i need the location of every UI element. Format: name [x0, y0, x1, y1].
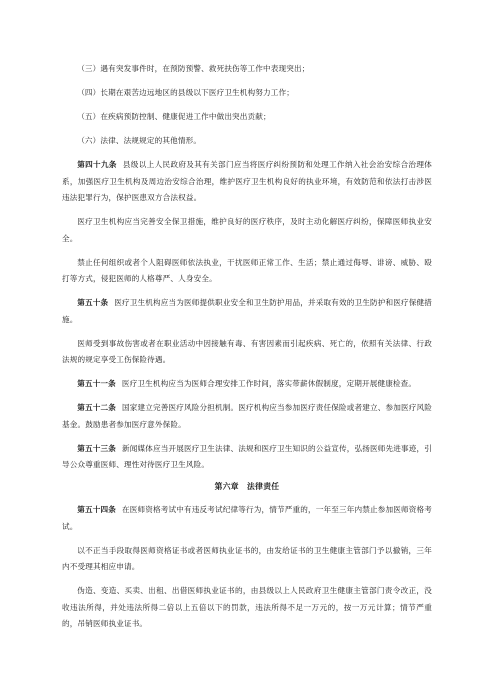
article-52-text: 国家建立完善医疗风险分担机制。医疗机构应当参加医疗责任保险或者建立、参加医疗风险基金。鼓励患者参加医疗意外保险。 — [62, 403, 433, 429]
item-4: （四）长期在艰苦边远地区的县级以下医疗卫生机构努力工作； — [77, 88, 295, 97]
article-49-paragraph-2: 医疗卫生机构应当完善安全保卫措施，维护良好的医疗秩序，及时主动化解医疗纠纷，保障医师执业安全。 — [62, 217, 432, 243]
article-49-paragraph-3: 禁止任何组织或者个人阻碍医师依法执业，干扰医师正常工作、生活；禁止通过侮辱、诽谤、威胁、殴打等方式，侵犯医师的人格尊严、人身安全。 — [62, 257, 432, 283]
article-53-paragraph-1 — [62, 441, 432, 474]
article-49-text: 县级以上人民政府及其有关部门应当将医疗纠纷预防和处理工作纳入社会治安综合治理体系，加强医疗卫生机构及周边治安综合治理，维护医疗卫生机构良好的执业环境，有效防范和依法打击涉医违法犯罪行为，保护医患双方合法权益。 — [62, 160, 432, 202]
article-54-paragraph-1 — [62, 502, 432, 535]
article-50-text: 医疗卫生机构应当为医师提供职业安全和卫生防护用品，并采取有效的卫生防护和医疗保健措施。 — [62, 298, 432, 324]
article-51-text: 医疗卫生机构应当为医师合理安排工作时间，落实带薪休假制度，定期开展健康检查。 — [121, 379, 417, 388]
article-50-paragraph-2: 医师受到事故伤害或者在职业活动中因接触有毒、有害因素而引起疾病、死亡的，依照有关法律、行政法规的规定享受工伤保险待遇。 — [62, 338, 432, 364]
article-49-paragraph-1 — [62, 157, 432, 207]
article-54-paragraph-2: 以不正当手段取得医师资格证书或者医师执业证书的，由发给证书的卫生健康主管部门予以撤销，三年内不受理其相应申请。 — [62, 545, 432, 571]
article-50-paragraph-1 — [62, 295, 432, 328]
article-54-number: 第五十四条 — [77, 505, 116, 514]
article-51-number: 第五十一条 — [77, 379, 116, 388]
article-52-paragraph-1 — [62, 400, 432, 433]
article-54-paragraph-3: 伪造、变造、买卖、出租、出借医师执业证书的，由县级以上人民政府卫生健康主管部门责令改正，没收违法所得，并处违法所得二倍以上五倍以下的罚款，违法所得不足一万元的，按一万元计算；情节严重的，吊销医师执业证书。 — [62, 586, 432, 628]
item-3: （三）遇有突发事件时，在预防预警、救死扶伤等工作中表现突出； — [77, 64, 310, 73]
article-53-text: 新闻媒体应当开展医疗卫生法律、法规和医疗卫生知识的公益宣传，弘扬医师先进事迹，引导公众尊重医师、理性对待医疗卫生风险。 — [62, 443, 433, 469]
item-5: （五）在疾病预防控制、健康促进工作中做出突出贡献； — [77, 112, 271, 121]
chapter-heading: 第六章 法律责任 — [214, 482, 280, 491]
article-51-paragraph-1 — [62, 376, 432, 393]
article-54-text: 在医师资格考试中有违反考试纪律等行为，情节严重的，一年至三年内禁止参加医师资格考试。 — [62, 505, 433, 531]
article-53-number: 第五十三条 — [77, 443, 116, 453]
article-49-number: 第四十九条 — [77, 160, 117, 169]
article-50-number: 第五十条 — [77, 298, 109, 307]
article-52-number: 第五十二条 — [77, 403, 116, 412]
item-6: （六）法律、法规规定的其他情形。 — [77, 136, 202, 145]
